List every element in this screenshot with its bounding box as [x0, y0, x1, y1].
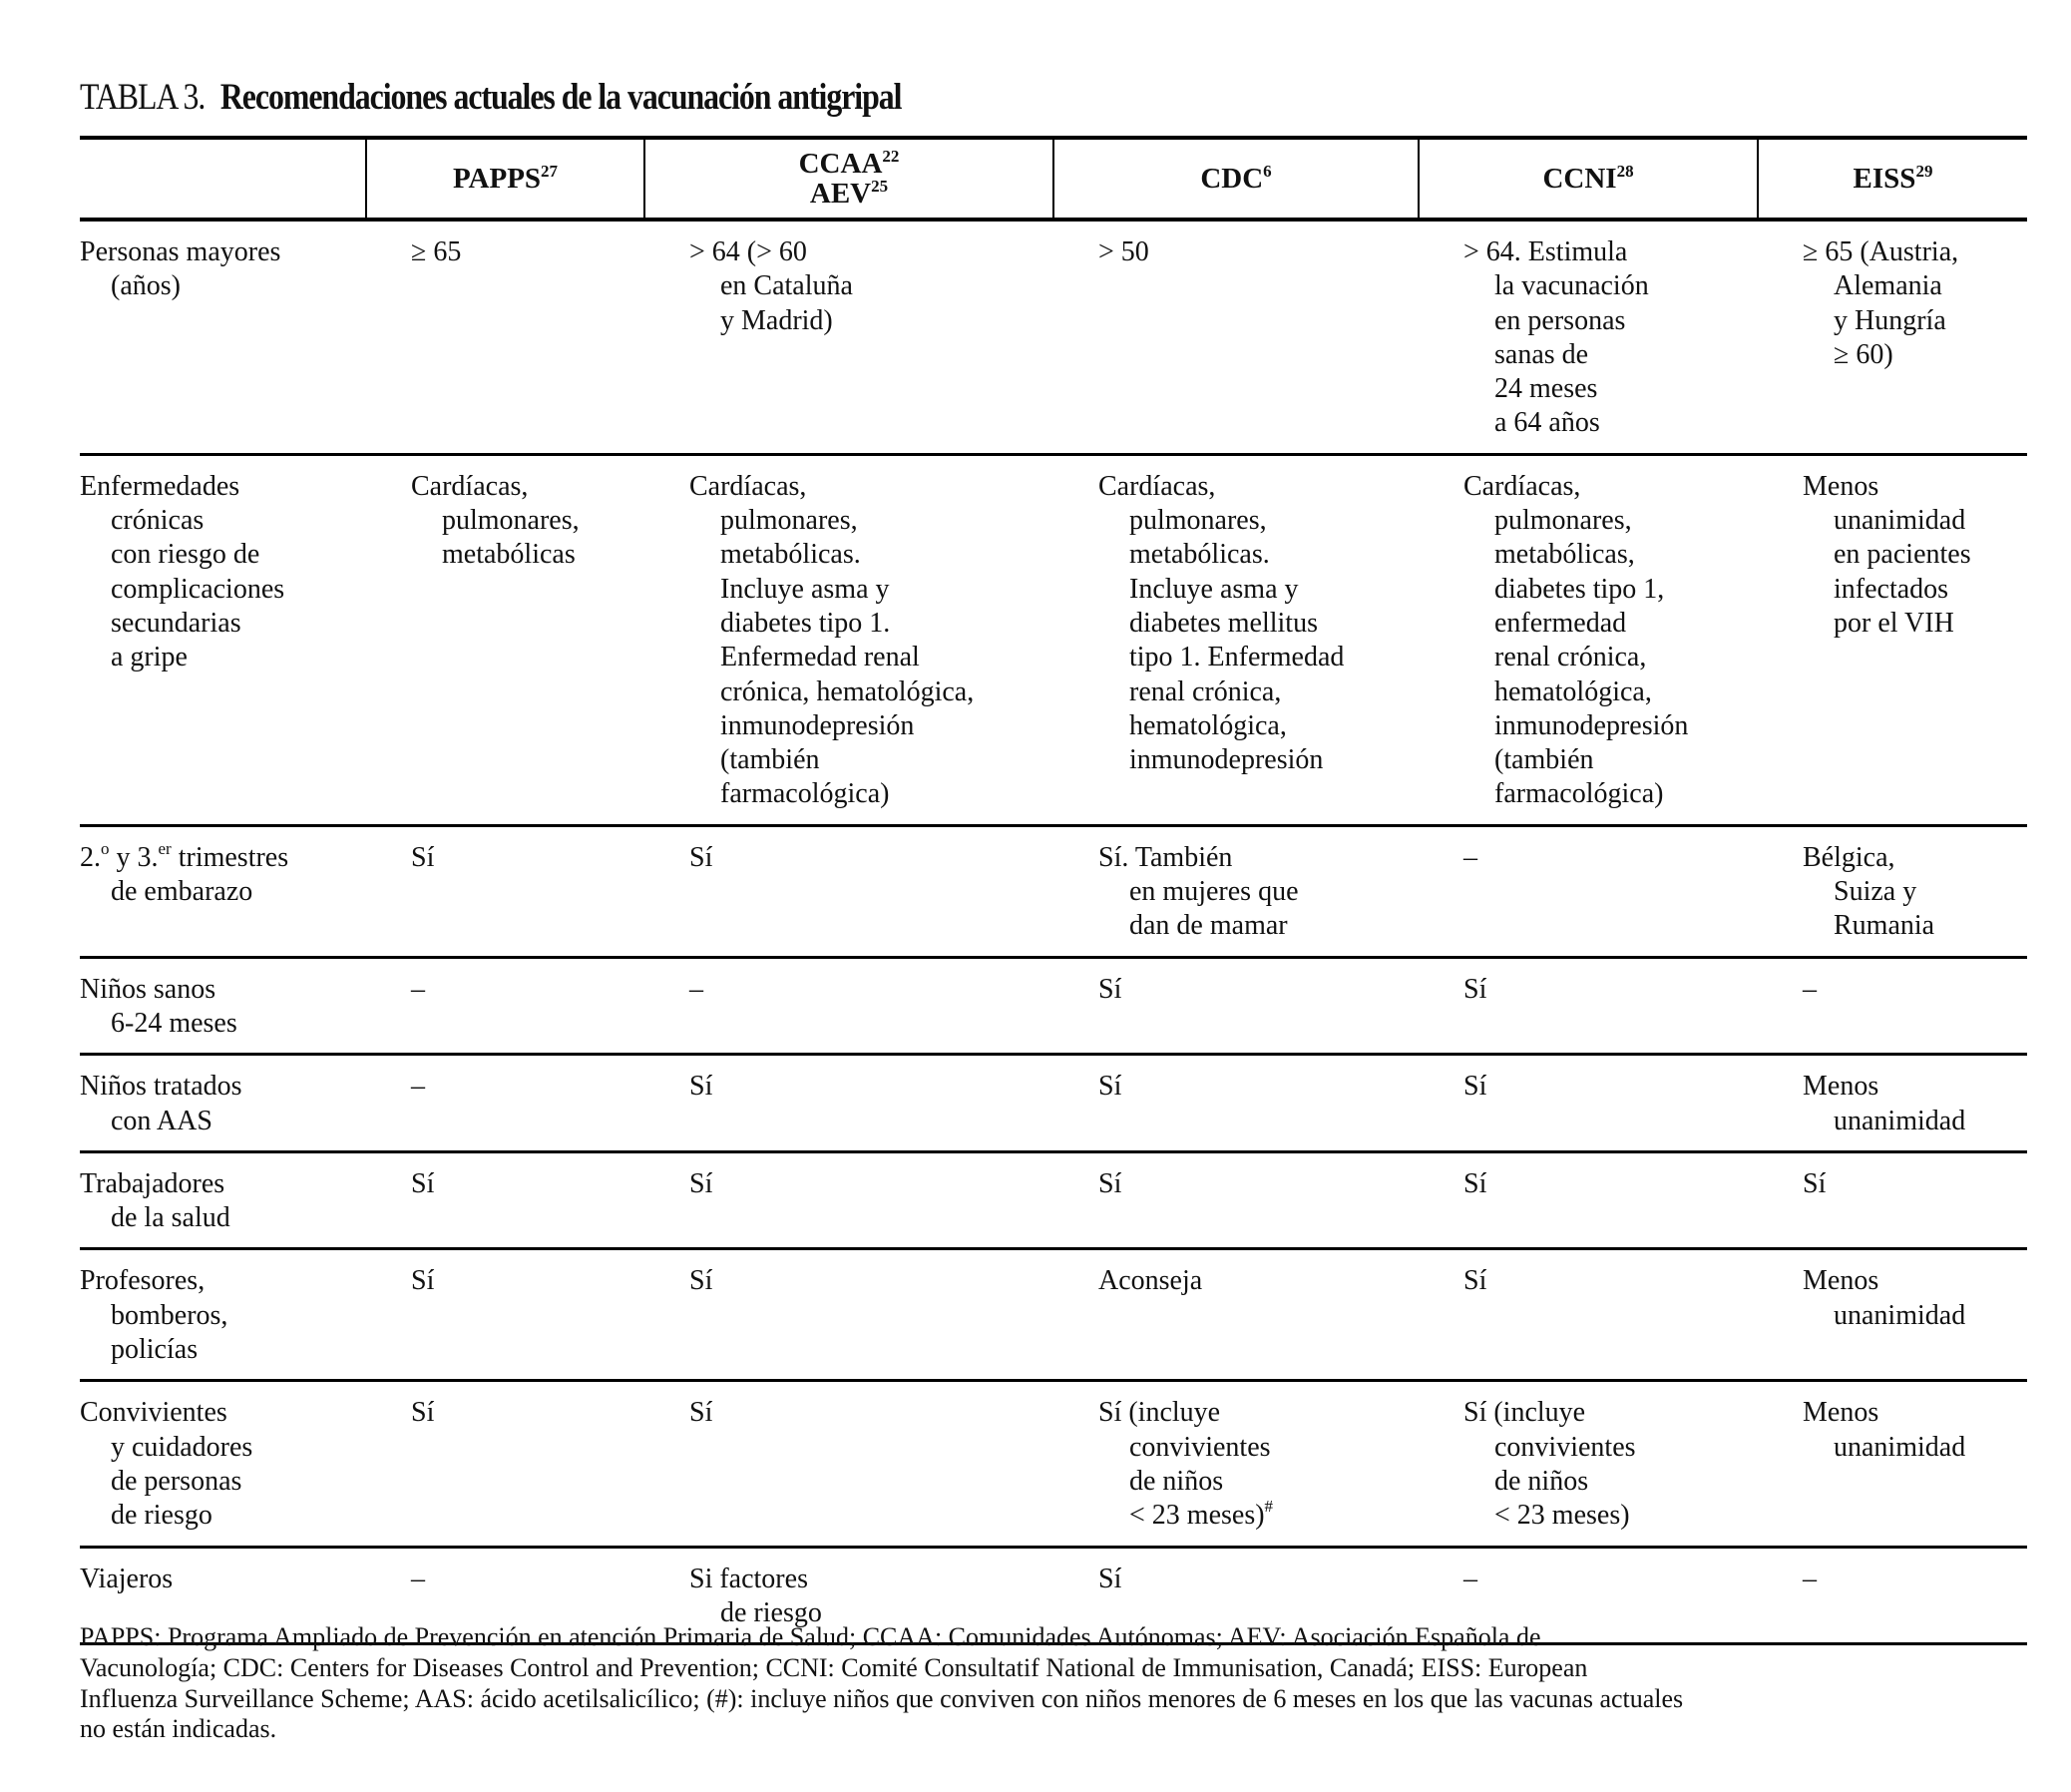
table-title: [80, 76, 901, 119]
cell-ccaa-aev: [644, 1381, 1053, 1547]
cell-line: a 64 años: [1494, 407, 1600, 439]
table-footnote: [80, 1622, 2035, 1745]
cell-line: renal crónica,: [1494, 642, 1647, 673]
cell-line: Sí: [411, 1167, 435, 1199]
cell-line: Sí: [1463, 1167, 1487, 1199]
cell-line: unanimidad: [1834, 1105, 1966, 1136]
header-empty: [80, 138, 366, 220]
cell-line: diabetes tipo 1,: [1494, 573, 1665, 605]
cell-line: –: [411, 1563, 425, 1594]
cell-line: Sí: [1463, 1265, 1487, 1297]
cell-line: pulmonares,: [442, 505, 580, 537]
row-label-line: de la salud: [111, 1202, 230, 1234]
row-label-line: Enfermedades: [80, 470, 240, 502]
row-label-line: de riesgo: [111, 1500, 212, 1532]
cell-ccni: [1419, 220, 1758, 454]
row-label-line: complicaciones: [111, 573, 285, 605]
cell-line: Bélgica,: [1803, 841, 1895, 873]
cell-line: tipo 1. Enfermedad: [1129, 642, 1345, 673]
footnote-line: PAPPS: Programa Ampliado de Prevención en atención Primaria de Salud; CCAA: Comunidades Autónomas; AEV: Asociación Española de: [80, 1622, 1541, 1651]
cell-line: > 50: [1098, 236, 1149, 267]
row-label-line: secundarias: [111, 607, 241, 639]
table-number: TABLA 3.: [80, 77, 206, 118]
cell-line: por el VIH: [1834, 607, 1954, 639]
cell-line: en Cataluña: [720, 270, 853, 302]
cell-papps: [366, 1249, 644, 1381]
cell-line: en personas: [1494, 304, 1626, 336]
cell-ccaa-aev: [644, 454, 1053, 825]
cell-line: Menos: [1803, 1397, 1879, 1429]
cell-line: Sí: [1098, 973, 1122, 1005]
cell-line: Suiza y: [1834, 876, 1917, 908]
cell-line: –: [1803, 973, 1817, 1005]
cell-line: < 23 meses): [1494, 1500, 1630, 1532]
cell-line: > 64. Estimula: [1463, 236, 1628, 267]
cell-line: hematológica,: [1129, 709, 1287, 741]
row-label: [80, 1055, 366, 1152]
cell-line: –: [1463, 1563, 1477, 1594]
cell-line: de niños: [1129, 1465, 1224, 1497]
cell-line: –: [411, 973, 425, 1005]
row-label: [80, 220, 366, 454]
row-label: [80, 1381, 366, 1547]
row-label-line: Viajeros: [80, 1563, 174, 1594]
cell-line: sanas de: [1494, 338, 1589, 370]
header-ccni: CCNI$^{28}$: [1419, 138, 1758, 220]
cell-line: Sí: [411, 841, 435, 873]
cell-line: Si factores: [689, 1563, 808, 1594]
cell-eiss: [1758, 825, 2027, 957]
row-label-line: de embarazo: [111, 876, 253, 908]
cell-ccni: [1419, 1381, 1758, 1547]
cell-line: farmacológica): [1494, 778, 1664, 810]
cell-papps: [366, 454, 644, 825]
cell-line: en mujeres que: [1129, 876, 1299, 908]
cell-line: Cardíacas,: [1098, 470, 1216, 502]
cell-line: Sí: [689, 1071, 713, 1103]
cell-line: Sí. También: [1098, 841, 1233, 873]
cell-line: Sí: [689, 1397, 713, 1429]
vaccination-recommendations-table: [80, 136, 2027, 1645]
cell-papps: [366, 1381, 644, 1547]
cell-line: farmacológica): [720, 778, 890, 810]
cell-eiss: [1758, 220, 2027, 454]
row-label-line: crónicas: [111, 505, 205, 537]
cell-line: –: [411, 1071, 425, 1103]
cell-cdc: [1053, 957, 1419, 1055]
table-row: [80, 1151, 2027, 1249]
table-row: [80, 220, 2027, 454]
table-row: [80, 957, 2027, 1055]
cell-line: unanimidad: [1834, 1431, 1966, 1463]
cell-line: convivientes: [1494, 1431, 1636, 1463]
row-label: [80, 454, 366, 825]
cell-ccaa-aev: [644, 825, 1053, 957]
row-label-line: Niños tratados: [80, 1071, 242, 1103]
footnote-line: no están indicadas.: [80, 1714, 277, 1744]
cell-cdc: [1053, 825, 1419, 957]
cell-line: la vacunación: [1494, 270, 1649, 302]
cell-line: infectados: [1834, 573, 1949, 605]
row-label-line: Personas mayores: [80, 236, 281, 267]
cell-eiss: [1758, 1381, 2027, 1547]
cell-line: 24 meses: [1494, 373, 1598, 405]
cell-line: diabetes tipo 1.: [720, 607, 891, 639]
cell-line: ≥ 65 (Austria,: [1803, 236, 1959, 267]
footnote-mark: #: [1264, 1497, 1274, 1517]
row-label-line: Profesores,: [80, 1265, 206, 1297]
row-label-line: Trabajadores: [80, 1167, 225, 1199]
cell-line: de niños: [1494, 1465, 1589, 1497]
cell-line: metabólicas,: [1494, 539, 1635, 571]
cell-line: y Madrid): [720, 304, 833, 336]
cell-line: metabólicas: [442, 539, 576, 571]
row-label-line: policías: [111, 1334, 199, 1366]
cell-line: –: [689, 973, 703, 1005]
cell-eiss: [1758, 454, 2027, 825]
cell-line: Sí: [1098, 1167, 1122, 1199]
cell-line: diabetes mellitus: [1129, 607, 1318, 639]
cell-line: ≥ 65: [411, 236, 462, 267]
cell-line: Aconseja: [1098, 1265, 1203, 1297]
cell-line: crónica, hematológica,: [720, 675, 975, 707]
cell-eiss: [1758, 1151, 2027, 1249]
cell-ccni: [1419, 957, 1758, 1055]
cell-line: inmunodepresión: [720, 709, 915, 741]
cell-ccni: [1419, 1055, 1758, 1152]
cell-papps: [366, 1055, 644, 1152]
cell-line: Sí (incluye: [1098, 1397, 1221, 1429]
cell-line: pulmonares,: [1494, 505, 1632, 537]
cell-line: (también: [1494, 744, 1594, 776]
cell-cdc: [1053, 220, 1419, 454]
cell-line: inmunodepresión: [1494, 709, 1689, 741]
row-label-line: Niños sanos: [80, 973, 216, 1005]
row-label-line: de personas: [111, 1465, 242, 1497]
cell-line: Sí: [411, 1397, 435, 1429]
cell-papps: [366, 220, 644, 454]
cell-ccni: [1419, 454, 1758, 825]
cell-line: Menos: [1803, 1265, 1879, 1297]
cell-line: Menos: [1803, 1071, 1879, 1103]
cell-eiss: [1758, 1055, 2027, 1152]
row-label-line: 6-24 meses: [111, 1007, 237, 1039]
row-label: [80, 957, 366, 1055]
cell-line: de riesgo: [720, 1596, 822, 1628]
row-label-line: bomberos,: [111, 1299, 228, 1331]
row-label-line: a gripe: [111, 642, 188, 673]
cell-line: unanimidad: [1834, 505, 1966, 537]
cell-line: Sí: [689, 841, 713, 873]
table-row: [80, 454, 2027, 825]
cell-line: Sí: [1098, 1563, 1122, 1594]
cell-line: Cardíacas,: [411, 470, 529, 502]
row-label-line: con riesgo de: [111, 539, 260, 571]
cell-line: hematológica,: [1494, 675, 1652, 707]
cell-line: ≥ 60): [1834, 338, 1893, 370]
cell-eiss: [1758, 957, 2027, 1055]
header-cdc: CDC$^6$: [1053, 138, 1419, 220]
header-ccaa-aev: CCAA$^{22}$ AEV$^{25}$: [644, 138, 1053, 220]
cell-line: Cardíacas,: [689, 470, 807, 502]
footnote-line: Influenza Surveillance Scheme; AAS: ácido acetilsalicílico; (#): incluye niños que conviven con niños menores de 6 meses en los que las vacunas actuales: [80, 1683, 1684, 1713]
cell-line: Sí: [1463, 1071, 1487, 1103]
cell-cdc: [1053, 1151, 1419, 1249]
cell-line: < 23 meses)#: [1129, 1497, 1274, 1532]
cell-line: Sí: [411, 1265, 435, 1297]
cell-cdc: [1053, 1381, 1419, 1547]
cell-line: Cardíacas,: [1463, 470, 1581, 502]
cell-cdc: [1053, 1055, 1419, 1152]
cell-line: metabólicas.: [1129, 539, 1270, 571]
header-eiss: EISS$^{29}$: [1758, 138, 2027, 220]
table-row: [80, 825, 2027, 957]
cell-line: (también: [720, 744, 820, 776]
cell-line: Sí: [1098, 1071, 1122, 1103]
row-label: [80, 825, 366, 957]
cell-eiss: [1758, 1249, 2027, 1381]
cell-line: pulmonares,: [1129, 505, 1267, 537]
table-caption: Recomendaciones actuales de la vacunación antigripal: [219, 77, 902, 118]
cell-line: pulmonares,: [720, 505, 858, 537]
table-row: [80, 1055, 2027, 1152]
cell-line: en pacientes: [1834, 539, 1971, 571]
cell-line: Sí: [1463, 973, 1487, 1005]
cell-cdc: [1053, 1249, 1419, 1381]
row-label-line: Convivientes: [80, 1397, 227, 1429]
cell-ccaa-aev: [644, 1249, 1053, 1381]
cell-line: convivientes: [1129, 1431, 1271, 1463]
cell-ccaa-aev: [644, 1151, 1053, 1249]
row-label-line: (años): [111, 270, 181, 302]
row-label: [80, 1151, 366, 1249]
cell-line: –: [1803, 1563, 1817, 1594]
cell-line: enfermedad: [1494, 607, 1627, 639]
table-row: [80, 1249, 2027, 1381]
header-row: [80, 138, 2027, 220]
row-label-line: 2.$^o$ y 3.$^{er}$ trimestres: [80, 838, 289, 873]
cell-papps: [366, 1151, 644, 1249]
cell-ccaa-aev: [644, 220, 1053, 454]
cell-papps: [366, 957, 644, 1055]
row-label-line: y cuidadores: [111, 1431, 253, 1463]
cell-line: Enfermedad renal: [720, 642, 920, 673]
cell-line: metabólicas.: [720, 539, 861, 571]
cell-line: Rumania: [1834, 910, 1935, 942]
cell-line: unanimidad: [1834, 1299, 1966, 1331]
cell-line: Sí: [689, 1265, 713, 1297]
cell-ccni: [1419, 825, 1758, 957]
cell-line: Sí (incluye: [1463, 1397, 1586, 1429]
cell-ccni: [1419, 1249, 1758, 1381]
cell-line: Alemania: [1834, 270, 1942, 302]
row-label-line: con AAS: [111, 1105, 212, 1136]
cell-line: renal crónica,: [1129, 675, 1282, 707]
cell-cdc: [1053, 454, 1419, 825]
footnote-line: Vacunología; CDC: Centers for Diseases Control and Prevention; CCNI: Comité Consultatif National de Immunisation, Canadá; EISS: European: [80, 1652, 1588, 1682]
table-row: [80, 1381, 2027, 1547]
row-label: [80, 1249, 366, 1381]
cell-line: inmunodepresión: [1129, 744, 1324, 776]
cell-ccni: [1419, 1151, 1758, 1249]
cell-papps: [366, 825, 644, 957]
cell-line: Sí: [689, 1167, 713, 1199]
cell-line: > 64 (> 60: [689, 236, 807, 267]
cell-line: Incluye asma y: [720, 573, 890, 605]
cell-ccaa-aev: [644, 957, 1053, 1055]
header-papps: PAPPS$^{27}$: [366, 138, 644, 220]
cell-line: Menos: [1803, 470, 1879, 502]
cell-line: dan de mamar: [1129, 910, 1288, 942]
cell-line: y Hungría: [1834, 304, 1946, 336]
cell-line: Incluye asma y: [1129, 573, 1299, 605]
cell-line: Sí: [1803, 1167, 1827, 1199]
cell-ccaa-aev: [644, 1055, 1053, 1152]
cell-line: –: [1463, 841, 1477, 873]
